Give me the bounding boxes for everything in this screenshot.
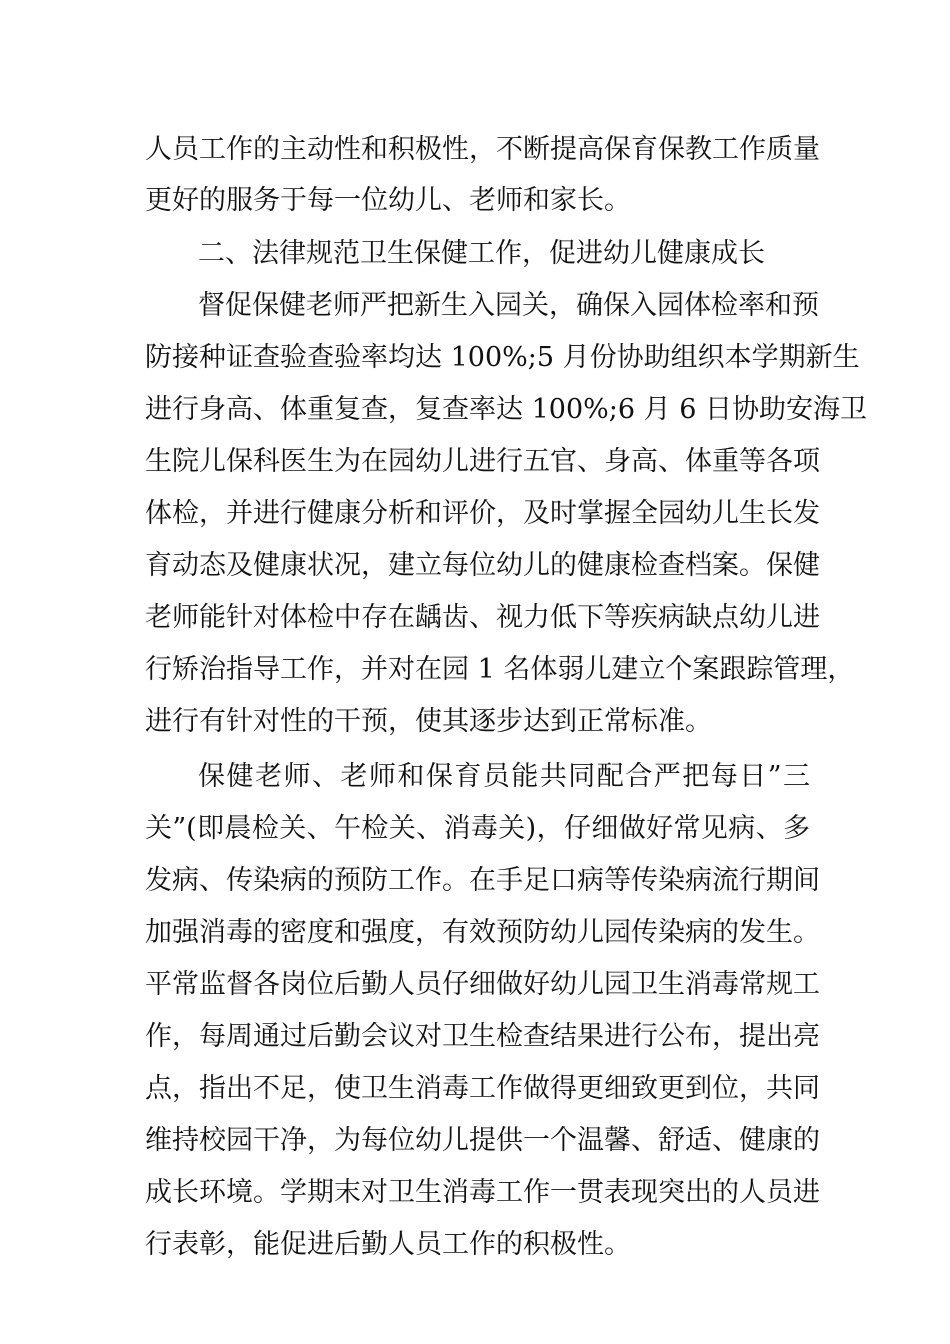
text-line: 行矫治指导工作，并对在园 1 名体弱儿建立个案跟踪管理， (145, 654, 855, 685)
text-line: 关”(即晨检关、午检关、消毒关)，仔细做好常见病、多 (145, 813, 810, 844)
text-line: 平常监督各岗位后勤人员仔细做好幼儿园卫生消毒常规工 (145, 969, 820, 1000)
text-line: 防接种证查验查验率均达 100%;5 月份协助组织本学期新生 (145, 342, 860, 373)
text-line: 成长环境。学期末对卫生消毒工作一贯表现突出的人员进 (145, 1177, 820, 1208)
text-line: 人员工作的主动性和积极性，不断提高保育保教工作质量 (145, 134, 820, 165)
text-line: 体检，并进行健康分析和评价，及时掌握全园幼儿生长发 (145, 498, 820, 529)
text-line: 进行有针对性的干预，使其逐步达到正常标准。 (145, 706, 712, 737)
text-line: 保健老师、老师和保育员能共同配合严把每日”三 (198, 761, 810, 792)
text-line: 进行身高、体重复查，复查率达 100%;6 月 6 日协助安海卫 (145, 394, 867, 425)
text-line: 育动态及健康状况，建立每位幼儿的健康检查档案。保健 (145, 550, 820, 581)
text-line: 加强消毒的密度和强度，有效预防幼儿园传染病的发生。 (145, 917, 820, 948)
text-line: 发病、传染病的预防工作。在手足口病等传染病流行期间 (145, 865, 820, 896)
text-line: 作，每周通过后勤会议对卫生检查结果进行公布，提出亮 (145, 1021, 820, 1052)
text-line: 生院儿保科医生为在园幼儿进行五官、身高、体重等各项 (145, 446, 820, 477)
section-heading: 二、法律规范卫生保健工作，促进幼儿健康成长 (198, 238, 765, 269)
text-line: 行表彰，能促进后勤人员工作的积极性。 (145, 1229, 631, 1260)
text-line: 督促保健老师严把新生入园关，确保入园体检率和预 (198, 290, 819, 321)
text-line: 点，指出不足，使卫生消毒工作做得更细致更到位，共同 (145, 1073, 820, 1104)
text-line: 老师能针对体检中存在龋齿、视力低下等疾病缺点幼儿进 (145, 602, 820, 633)
text-line: 维持校园干净，为每位幼儿提供一个温馨、舒适、健康的 (145, 1125, 820, 1156)
text-line: 更好的服务于每一位幼儿、老师和家长。 (145, 185, 631, 216)
